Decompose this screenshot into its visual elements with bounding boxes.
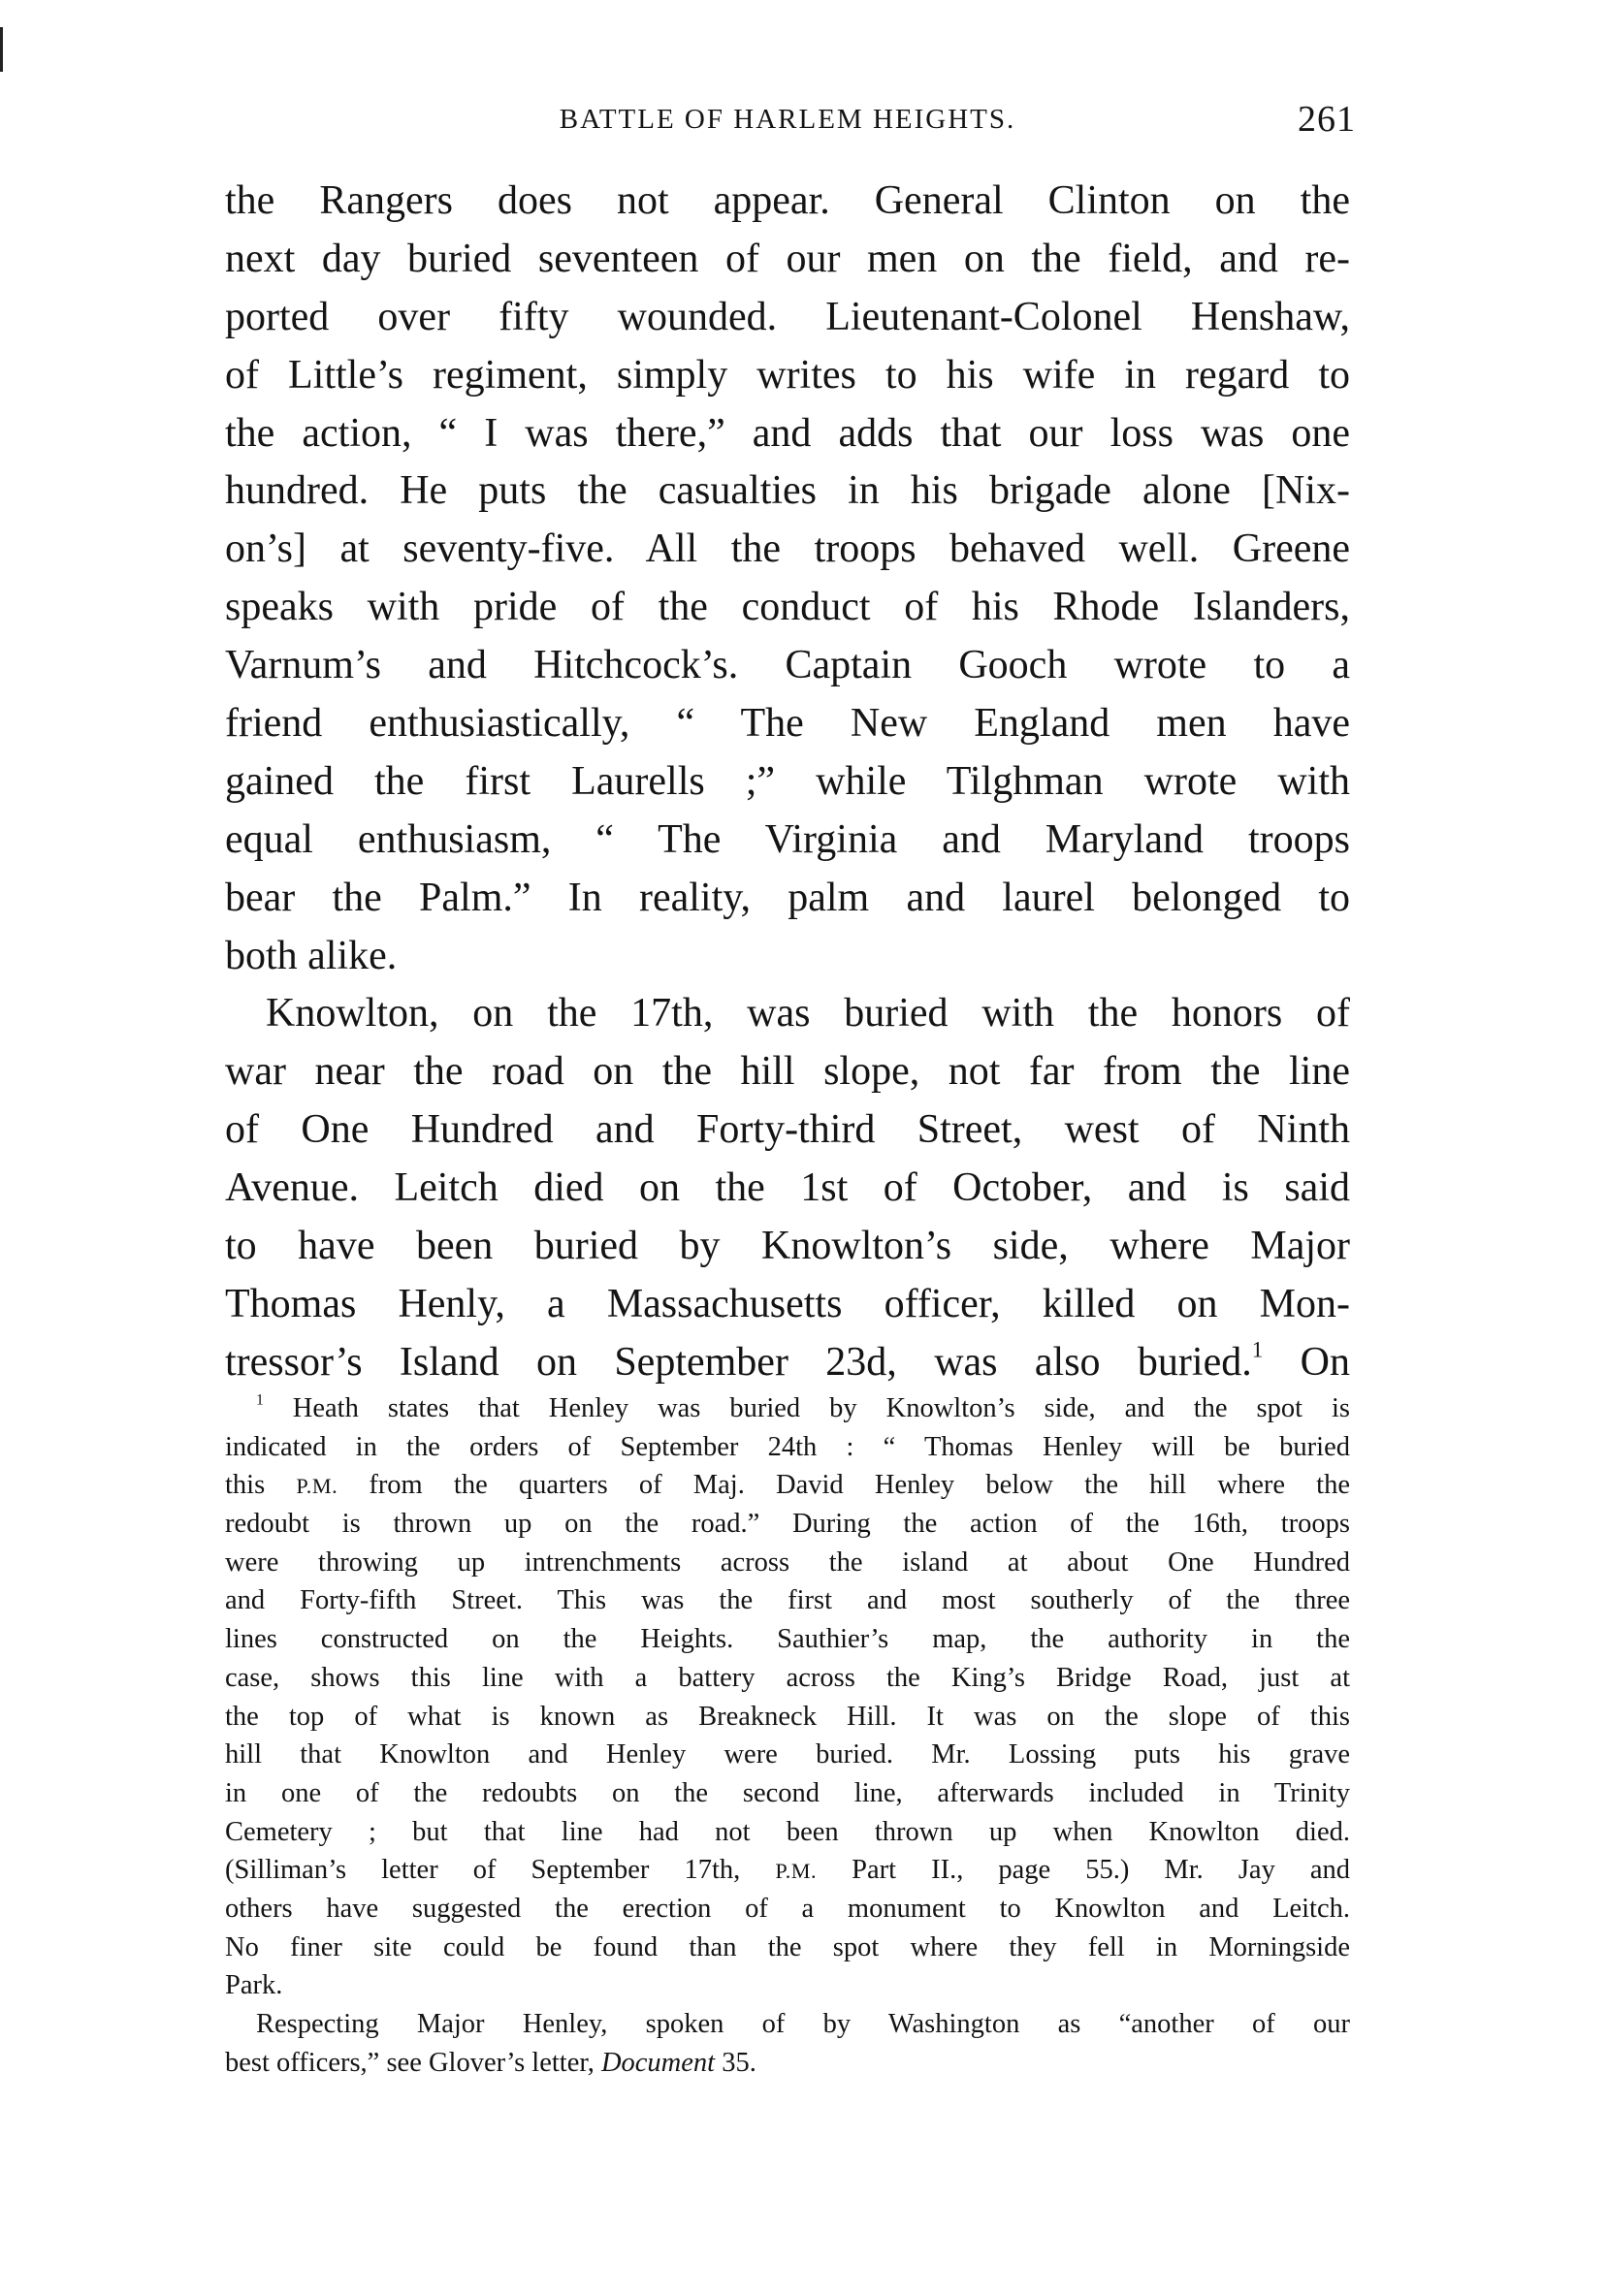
footnote-line: lines constructed on the Heights. Sauthier’s map, the authority in the [225,1624,1350,1655]
text-line: on’s] at seventy-five. All the troops behaved well. Greene [225,526,1350,572]
footnote-line [225,1466,1350,1505]
text-line: of One Hundred and Forty-third Street, west of Ninth [225,1107,1350,1153]
text-line: gained the first Laurells ;” while Tilghman wrote with [225,758,1350,804]
footnote-line: Cemetery ; but that line had not been thrown up when Knowlton died. [225,1816,1350,1847]
footnote-line [225,1389,1350,1428]
text-line: hundred. He puts the casualties in his brigade alone [Nix- [225,468,1350,514]
document-reference: Document [600,2047,716,2078]
footnote-line: Respecting Major Henley, spoken of by Washington as “another of our [256,2009,1350,2039]
text-segment: tressor’s Island on September 23d, was also buried. [225,1339,1252,1385]
text-segment: this [225,1470,266,1501]
text-line: the action, “ I was there,” and adds that our loss was one [225,410,1350,456]
footnote-line: others have suggested the erection of a monument to Knowlton and Leitch. [225,1893,1350,1924]
text-line: Knowlton, on the 17th, was buried with the honors of [266,991,1350,1036]
footnote-line: case, shows this line with a battery across the King’s Bridge Road, just at [225,1662,1350,1693]
scan-edge-mark [0,27,3,72]
text-line: Avenue. Leitch died on the 1st of October, and is said [225,1165,1350,1211]
footnote-line [225,2044,1350,2083]
footnote-line: hill that Knowlton and Henley were buried. Mr. Lossing puts his grave [225,1739,1350,1770]
text-line: ported over fifty wounded. Lieutenant-Colonel Henshaw, [225,294,1350,339]
footnote-marker: 1 [256,1391,264,1409]
text-line: both alike. [225,933,398,978]
text-segment: On [1300,1339,1350,1385]
footnote-reference: 1 [1251,1336,1264,1362]
small-caps-pm: P.M. [296,1474,338,1499]
text-line: to have been buried by Knowlton’s side, where Major [225,1224,1350,1269]
footnote-line: were throwing up intrenchments across the island at about One Hundred [225,1547,1350,1578]
footnotes [225,1389,1350,2082]
text-segment: from the quarters of Maj. David Henley below the hill where the [369,1470,1350,1501]
text-line: the Rangers does not appear. General Clinton on the [225,178,1350,223]
text-line: of Little’s regiment, simply writes to his wife in regard to [225,352,1350,398]
text-segment: best officers,” see Glover’s letter, [225,2047,595,2078]
text-line: equal enthusiasm, “ The Virginia and Maryland troops [225,816,1350,862]
footnote-line [225,1851,1350,1890]
text-segment: Part II., page 55.) Mr. Jay and [852,1855,1351,1886]
footnote-line: No finer site could be found than the spot where they fell in Morningside [225,1931,1350,1962]
footnote-line: the top of what is known as Breakneck Hill. It was on the slope of this [225,1701,1350,1732]
text-segment: 35. [722,2047,756,2078]
page-number: 261 [1298,99,1356,140]
text-line: Thomas Henly, a Massachusetts officer, killed on Mon- [225,1281,1350,1326]
text-segment: Heath states that Henley was buried by Knowlton’s side, and the spot is [292,1393,1350,1423]
text-line: friend enthusiastically, “ The New England men have [225,701,1350,747]
footnote-line: redoubt is thrown up on the road.” During the action of the 16th, troops [225,1509,1350,1540]
text-line: speaks with pride of the conduct of his Rhode Islanders, [225,585,1350,630]
text-line: next day buried seventeen of our men on the field, and re- [225,236,1350,281]
text-line: war near the road on the hill slope, not far from the line [225,1049,1350,1095]
main-text [225,173,1350,1392]
footnote-line: Park. [225,1970,283,2001]
text-line: Varnum’s and Hitchcock’s. Captain Gooch wrote to a [225,643,1350,688]
running-head [225,95,1356,144]
text-line: bear the Palm.” In reality, palm and laurel belonged to [225,875,1350,920]
running-title: BATTLE OF HARLEM HEIGHTS. [559,104,1016,135]
text-segment: (Silliman’s letter of September 17th, [225,1855,741,1886]
footnote-line: indicated in the orders of September 24th : “ Thomas Henley will be buried [225,1431,1350,1462]
footnote-line: in one of the redoubts on the second line, afterwards included in Trinity [225,1777,1350,1808]
small-caps-pm: P.M. [775,1859,818,1884]
text-line-with-note [225,1334,1350,1392]
footnote-line: and Forty-fifth Street. This was the first and most southerly of the three [225,1585,1350,1616]
